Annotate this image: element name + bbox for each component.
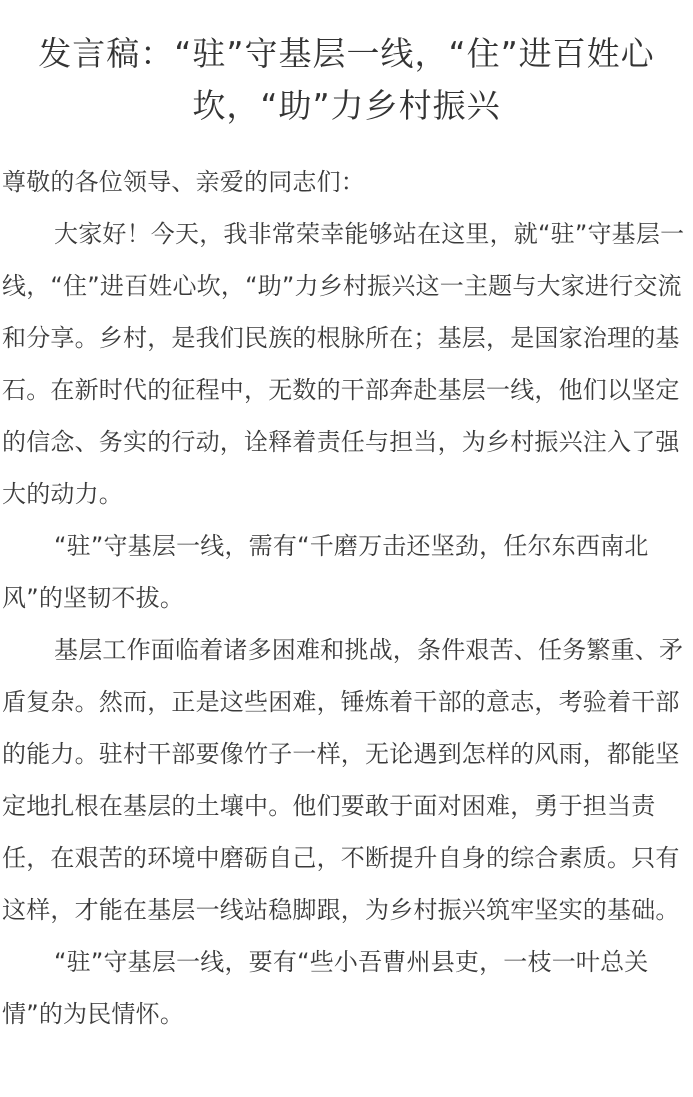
body-paragraph: 基层工作面临着诸多困难和挑战，条件艰苦、任务繁重、矛盾复杂。然而，正是这些困难，锤炼着干部的意志，考验着干部的能力。驻村干部要像竹子一样，无论遇到怎样的风雨，都能坚定地扎根在基层的土壤中。他们要敢于面对困难，勇于担当责任，在艰苦的环境中磨砺自己，不断提升自身的综合素质。只有这样，才能在基层一线站稳脚跟，为乡村振兴筑牢坚实的基础。 <box>2 636 684 924</box>
article <box>0 0 693 132</box>
article-title: 发言稿：“驻”守基层一线，“住”进百姓心坎，“助”力乡村振兴 <box>38 34 655 125</box>
article-body <box>2 156 693 1040</box>
intro-paragraph: 大家好！今天，我非常荣幸能够站在这里，就“驻”守基层一线，“住”进百姓心坎，“助”力乡村振兴这一主题与大家进行交流和分享。乡村，是我们民族的根脉所在；基层，是国家治理的基石。在新时代的征程中，无数的干部奔赴基层一线，他们以坚定的信念、务实的行动，诠释着责任与担当，为乡村振兴注入了强大的动力。 <box>2 220 685 508</box>
section-heading-paragraph: “驻”守基层一线，需有“千磨万击还坚劲，任尔东西南北风”的坚韧不拔。 <box>2 532 649 612</box>
section-heading-paragraph: “驻”守基层一线，要有“些小吾曹州县吏，一枝一叶总关情”的为民情怀。 <box>2 948 649 1028</box>
salutation-paragraph: 尊敬的各位领导、亲爱的同志们： <box>2 168 365 196</box>
